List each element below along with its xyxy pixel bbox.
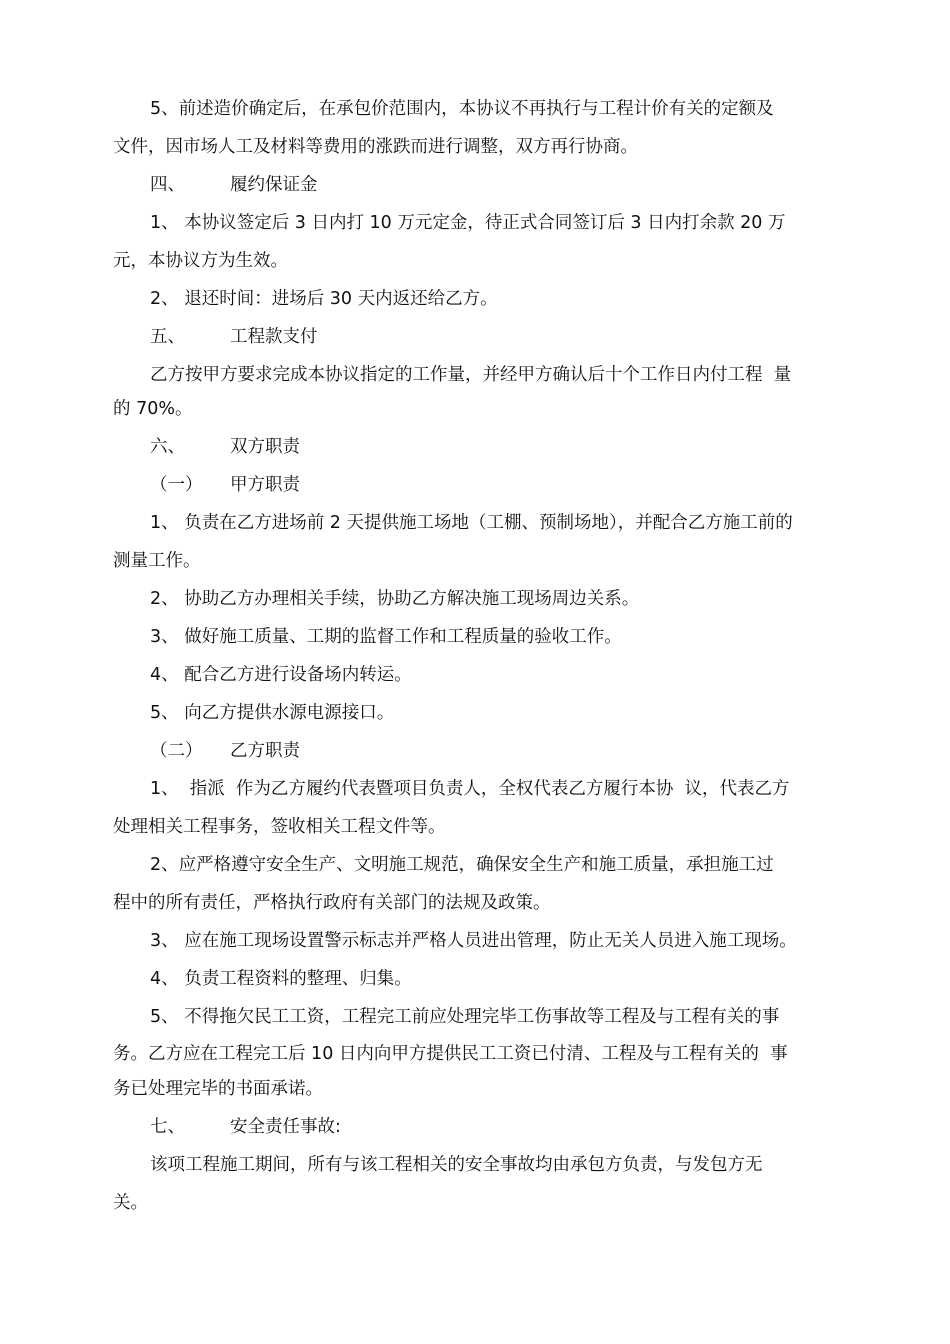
list-item-line: 测量工作。 [113, 551, 201, 571]
section-title: 履约保证金 [230, 175, 318, 195]
subsection-heading [150, 473, 300, 497]
section-heading [150, 1115, 341, 1139]
list-item-line: 务。乙方应在工程完工后 10 日内向甲方提供民工工资已付清、工程及与工程有关的 事 [113, 1044, 788, 1064]
section-number: 六、 [150, 437, 185, 457]
section-title: 安全责任事故: [230, 1117, 341, 1137]
section-number: 七、 [150, 1117, 185, 1137]
subsection-heading [150, 739, 300, 763]
list-item-line: 处理相关工程事务，签收相关工程文件等。 [113, 817, 446, 837]
paragraph-line: 的 70%。 [113, 399, 193, 419]
paragraph-line: 关。 [113, 1193, 148, 1213]
list-item: 4、 负责工程资料的整理、归集。 [150, 969, 412, 989]
section-number: 四、 [150, 175, 185, 195]
section-heading [150, 173, 318, 197]
section-title: 双方职责 [230, 437, 300, 457]
list-item-line: 2、应严格遵守安全生产、文明施工规范，确保安全生产和施工质量，承担施工过 [150, 855, 774, 875]
subsection-title: 乙方职责 [230, 741, 300, 761]
paragraph-line: 文件，因市场人工及材料等费用的涨跌而进行调整，双方再行协商。 [113, 137, 638, 157]
subsection-number: （二） [150, 741, 203, 761]
list-item: 3、 应在施工现场设置警示标志并严格人员进出管理，防止无关人员进入施工现场。 [150, 931, 797, 951]
subsection-number: （一） [150, 475, 203, 495]
list-item-line: 1、 指派 作为乙方履约代表暨项目负责人，全权代表乙方履行本协 议，代表乙方 [150, 779, 790, 799]
list-item-line: 务已处理完毕的书面承诺。 [113, 1079, 323, 1099]
list-item: 2、 退还时间：进场后 30 天内返还给乙方。 [150, 289, 498, 309]
section-heading [150, 325, 318, 349]
list-item-line: 5、 不得拖欠民工工资，工程完工前应处理完毕工伤事故等工程及与工程有关的事 [150, 1007, 780, 1027]
list-item: 5、 向乙方提供水源电源接口。 [150, 703, 395, 723]
section-title: 工程款支付 [230, 327, 318, 347]
list-item-line: 元，本协议方为生效。 [113, 251, 288, 271]
subsection-title: 甲方职责 [230, 475, 300, 495]
list-item: 3、 做好施工质量、工期的监督工作和工程质量的验收工作。 [150, 627, 622, 647]
paragraph-line: 乙方按甲方要求完成本协议指定的工作量，并经甲方确认后十个工作日内付工程 量 [150, 365, 792, 385]
list-item: 2、 协助乙方办理相关手续，协助乙方解决施工现场周边关系。 [150, 589, 640, 609]
paragraph-line: 该项工程施工期间，所有与该工程相关的安全事故均由承包方负责，与发包方无 [150, 1155, 763, 1175]
list-item-line: 1、 负责在乙方进场前 2 天提供施工场地（工棚、预制场地），并配合乙方施工前的 [150, 513, 793, 533]
section-heading [150, 435, 300, 459]
paragraph-line: 5、前述造价确定后，在承包价范围内，本协议不再执行与工程计价有关的定额及 [150, 99, 774, 119]
list-item-line: 程中的所有责任，严格执行政府有关部门的法规及政策。 [113, 893, 551, 913]
section-number: 五、 [150, 327, 185, 347]
list-item: 4、 配合乙方进行设备场内转运。 [150, 665, 412, 685]
list-item-line: 1、 本协议签定后 3 日内打 10 万元定金，待正式合同签订后 3 日内打余款 20 万 [150, 213, 786, 233]
